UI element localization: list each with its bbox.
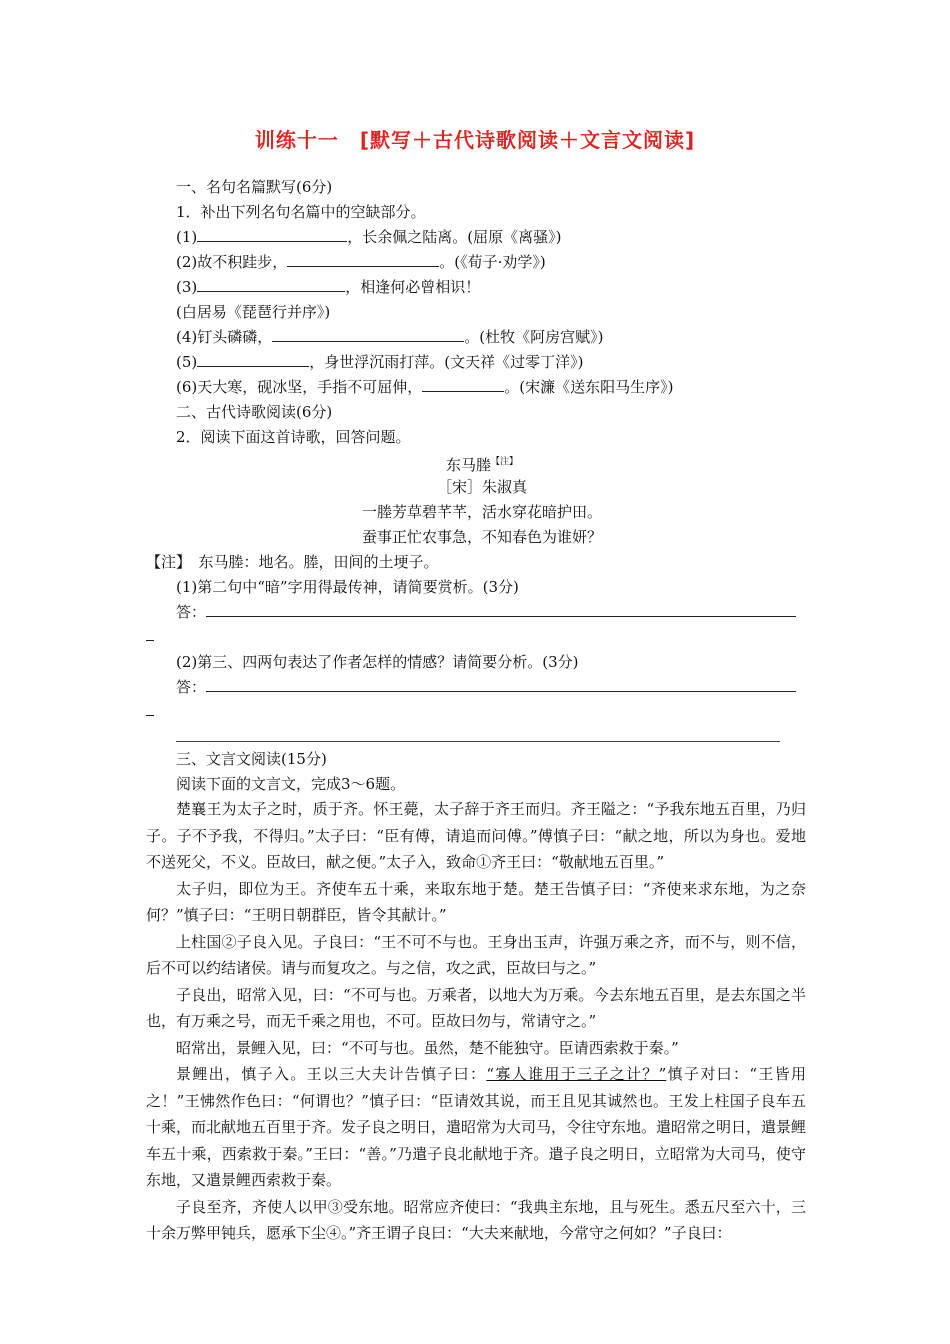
continuation-dash	[146, 640, 154, 641]
fill-item-5: (5) ，身世浮沉雨打萍。(文天祥《过零丁洋》)	[146, 350, 818, 375]
section-heading: 三、文言文阅读(15分)	[176, 750, 327, 768]
answer-field[interactable]	[206, 600, 796, 617]
answer-field[interactable]	[206, 675, 796, 692]
answer-line-2: 答：	[146, 675, 818, 700]
continuation-dash	[146, 715, 154, 716]
underlined-sentence: “寡人谁用于三子之计？”	[486, 1065, 667, 1083]
poem-note: 【注】 东马塍：地名。塍，田间的土埂子。	[146, 553, 439, 571]
answer-blank[interactable]	[197, 225, 347, 242]
fill-item-2: (2)故不积跬步， 。(《荀子·劝学》)	[146, 250, 818, 275]
page-title: 训练十一 [默写＋古代诗歌阅读＋文言文阅读]	[254, 128, 696, 152]
section-classical-reading	[146, 747, 818, 797]
text-paragraph: 景鲤出，慎子入。王以三大夫计告慎子曰：“寡人谁用于三子之计？”慎子对曰：“王皆用之！”王怫然作色曰：“何谓也？”慎子曰：“臣请效其说，而王且见其诚然也。王发上柱国子良车五十乘，而北献地五百里于齐。发子良之明日，遣昭常为大司马，令往守东地。遣昭常之明日，遣景鲤车五十乘，西索救于秦。”王曰：“善。”乃遣子良北献地于齐。遣子良之明日，立昭常为大司马，使守东地，又遣景鲤西索救于秦。	[146, 1065, 807, 1189]
answer-line-1: 答：	[146, 600, 818, 625]
section-heading: 一、名句名篇默写(6分)	[176, 178, 333, 196]
question-text: 2．阅读下面这首诗歌，回答问题。	[176, 428, 411, 446]
answer-blank[interactable]	[197, 350, 309, 367]
poem-line: 蚕事正忙农事急，不知春色为谁妍？	[361, 528, 602, 546]
answer-blank[interactable]	[272, 325, 464, 342]
poem-title: 东马塍$^{【注】}$	[445, 456, 519, 474]
text-paragraph: 子良至齐，齐使人以甲③受东地。昭常应齐使曰：“我典主东地，且与死生。悉五尺至六十，三十余万弊甲钝兵，愿承下尘④。”齐王谓子良曰：“大夫来献地，今常守之何如？”子良曰：	[146, 1197, 806, 1242]
classical-text	[146, 796, 806, 1247]
fill-item-1: (1) ，长余佩之陆离。(屈原《离骚》)	[146, 225, 818, 250]
answer-blank[interactable]	[287, 250, 439, 267]
section-recitation	[146, 175, 818, 700]
fill-item-3-source: (白居易《琵琶行并序》)	[176, 303, 331, 321]
reading-intro: 阅读下面的文言文，完成3～6题。	[176, 775, 406, 793]
question-text: 1．补出下列名句名篇中的空缺部分。	[176, 203, 426, 221]
note-marker: 【注】	[491, 457, 519, 467]
text-paragraph: 太子归，即位为王。齐使车五十乘，来取东地于楚。楚王告慎子曰：“齐使来求东地，为之奈何？”慎子曰：“王明日朝群臣，皆令其献计。”	[146, 879, 806, 924]
answer-blank[interactable]	[197, 275, 345, 292]
poem-line: 一塍芳草碧芊芊，活水穿花暗护田。	[361, 503, 602, 521]
text-paragraph: 昭常出，景鲤入见，曰：“不可与也。虽然，楚不能独守。臣请西索救于秦。”	[176, 1038, 679, 1057]
section-heading: 二、古代诗歌阅读(6分)	[176, 403, 333, 421]
text-paragraph: 子良出，昭常入见，曰：“不可与也。万乘者，以地大为万乘。今去东地五百里，是去东国之半也，有万乘之号，而无千乘之用也，不可。臣故曰勿与，常请守之。”	[146, 985, 806, 1030]
sub-question-2: (2)第三、四两句表达了作者怎样的情感？请简要分析。(3分)	[176, 653, 579, 671]
answer-blank[interactable]	[422, 375, 504, 392]
fill-item-3: (3) ，相逢何必曾相识！	[146, 275, 818, 300]
fill-item-6: (6)天大寒，砚冰坚，手指不可屈伸， 。(宋濂《送东阳马生序》)	[146, 375, 818, 400]
sub-question-1: (1)第二句中“暗”字用得最传神，请简要赏析。(3分)	[176, 578, 519, 596]
text-paragraph: 上柱国②子良入见。子良曰：“王不可不与也。王身出玉声，许强万乘之齐，而不与，则不信，后不可以约结诸侯。请与而复攻之。与之信，攻之武，臣故曰与之。”	[146, 932, 806, 977]
text-paragraph: 楚襄王为太子之时，质于齐。怀王薨，太子辞于齐王而归。齐王隘之：“予我东地五百里，乃归子。子不予我，不得归。”太子曰：“臣有傅，请追而问傅。”傅慎子曰：“献之地，所以为身也。爱地不送死父，不义。臣故曰，献之便。”太子入，致命①齐王曰：“敬献地五百里。”	[146, 800, 806, 871]
fill-item-4: (4)钉头磷磷， 。(杜牧《阿房宫赋》)	[146, 325, 818, 350]
poem-author: ［宋］朱淑真	[436, 478, 527, 496]
answer-rule	[176, 741, 780, 742]
